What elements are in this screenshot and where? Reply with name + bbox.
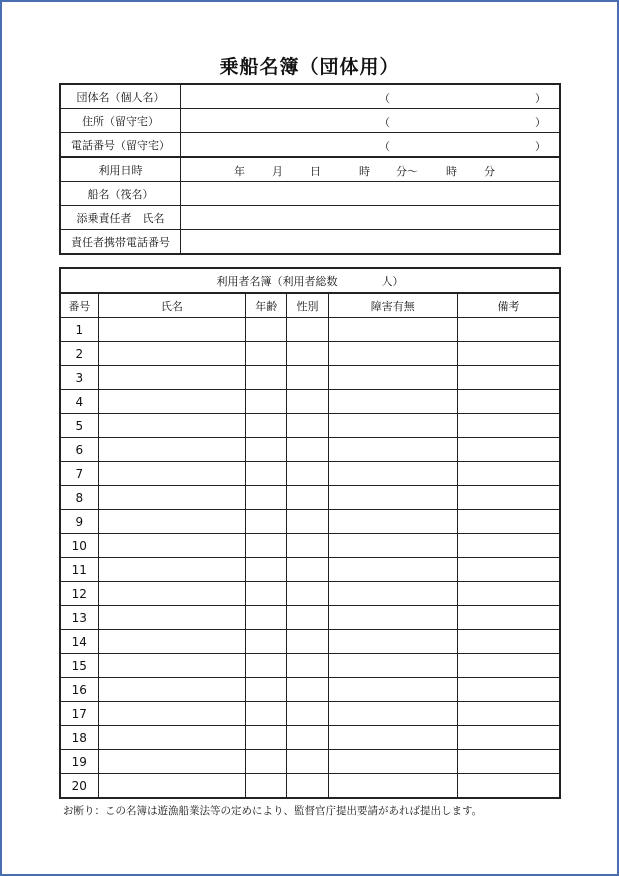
disability-cell[interactable] bbox=[328, 774, 458, 799]
remarks-cell[interactable] bbox=[458, 390, 560, 414]
remarks-cell[interactable] bbox=[458, 342, 560, 366]
paren-close: ） bbox=[534, 92, 546, 105]
age-cell[interactable] bbox=[246, 414, 287, 438]
table-row bbox=[60, 414, 560, 438]
year-unit: 年 bbox=[233, 165, 245, 178]
age-cell[interactable] bbox=[246, 630, 287, 654]
org-row bbox=[60, 84, 560, 109]
officer-phone-label: 責任者携帯電話番号 bbox=[60, 230, 180, 255]
officer-phone-field[interactable] bbox=[180, 230, 560, 255]
paren-open: （ bbox=[378, 140, 390, 153]
officer-label: 添乗責任者 氏名 bbox=[60, 206, 180, 230]
name-cell[interactable] bbox=[98, 630, 246, 654]
disability-cell[interactable] bbox=[328, 414, 458, 438]
remarks-cell[interactable] bbox=[458, 510, 560, 534]
remarks-cell[interactable] bbox=[458, 414, 560, 438]
disability-cell[interactable] bbox=[328, 390, 458, 414]
name-cell[interactable] bbox=[98, 462, 246, 486]
sex-cell[interactable] bbox=[287, 534, 328, 558]
age-cell[interactable] bbox=[246, 726, 287, 750]
table-row bbox=[60, 702, 560, 726]
name-cell[interactable] bbox=[98, 390, 246, 414]
row-number: 6 bbox=[60, 438, 98, 462]
remarks-cell[interactable] bbox=[458, 654, 560, 678]
address-label: 住所（留守宅） bbox=[60, 109, 180, 133]
header-number: 番号 bbox=[60, 293, 98, 318]
paren-open: （ bbox=[378, 116, 390, 129]
name-cell[interactable] bbox=[98, 534, 246, 558]
disability-cell[interactable] bbox=[328, 654, 458, 678]
paren-close: ） bbox=[534, 116, 546, 129]
users-caption: 利用者名簿（利用者総数 人） bbox=[60, 268, 560, 293]
date-field[interactable] bbox=[180, 157, 560, 182]
age-cell[interactable] bbox=[246, 318, 287, 342]
disability-cell[interactable] bbox=[328, 534, 458, 558]
row-number: 2 bbox=[60, 342, 98, 366]
age-cell[interactable] bbox=[246, 342, 287, 366]
age-cell[interactable] bbox=[246, 534, 287, 558]
remarks-cell[interactable] bbox=[458, 630, 560, 654]
remarks-cell[interactable] bbox=[458, 438, 560, 462]
name-cell[interactable] bbox=[98, 606, 246, 630]
sex-cell[interactable] bbox=[287, 510, 328, 534]
disability-cell[interactable] bbox=[328, 726, 458, 750]
name-cell[interactable] bbox=[98, 510, 246, 534]
table-row bbox=[60, 630, 560, 654]
header-remarks: 備考 bbox=[458, 293, 560, 318]
users-caption-row bbox=[60, 268, 560, 293]
remarks-cell[interactable] bbox=[458, 774, 560, 799]
table-row bbox=[60, 342, 560, 366]
row-number: 13 bbox=[60, 606, 98, 630]
address-field[interactable] bbox=[180, 109, 560, 133]
disability-cell[interactable] bbox=[328, 462, 458, 486]
row-number: 4 bbox=[60, 390, 98, 414]
row-number: 15 bbox=[60, 654, 98, 678]
age-cell[interactable] bbox=[246, 582, 287, 606]
row-number: 19 bbox=[60, 750, 98, 774]
table-row bbox=[60, 774, 560, 799]
table-row bbox=[60, 486, 560, 510]
sex-cell[interactable] bbox=[287, 318, 328, 342]
sex-cell[interactable] bbox=[287, 726, 328, 750]
disability-cell[interactable] bbox=[328, 366, 458, 390]
remarks-cell[interactable] bbox=[458, 606, 560, 630]
sex-cell[interactable] bbox=[287, 342, 328, 366]
disability-cell[interactable] bbox=[328, 486, 458, 510]
sex-cell[interactable] bbox=[287, 582, 328, 606]
month-unit: 月 bbox=[271, 165, 283, 178]
name-cell[interactable] bbox=[98, 582, 246, 606]
remarks-cell[interactable] bbox=[458, 750, 560, 774]
org-label: 団体名（個人名） bbox=[60, 84, 180, 109]
age-cell[interactable] bbox=[246, 558, 287, 582]
table-row bbox=[60, 390, 560, 414]
table-row bbox=[60, 558, 560, 582]
sex-cell[interactable] bbox=[287, 702, 328, 726]
users-table bbox=[59, 267, 561, 799]
disability-cell[interactable] bbox=[328, 678, 458, 702]
age-cell[interactable] bbox=[246, 366, 287, 390]
name-cell[interactable] bbox=[98, 414, 246, 438]
phone-row bbox=[60, 133, 560, 158]
age-cell[interactable] bbox=[246, 390, 287, 414]
date-row bbox=[60, 157, 560, 182]
remarks-cell[interactable] bbox=[458, 726, 560, 750]
hour2-unit: 時 bbox=[445, 165, 457, 178]
age-cell[interactable] bbox=[246, 438, 287, 462]
header-disability: 障害有無 bbox=[328, 293, 458, 318]
remarks-cell[interactable] bbox=[458, 558, 560, 582]
page-title: 乗船名簿（団体用） bbox=[219, 56, 400, 78]
name-cell[interactable] bbox=[98, 702, 246, 726]
header-age: 年齢 bbox=[246, 293, 287, 318]
name-cell[interactable] bbox=[98, 486, 246, 510]
sex-cell[interactable] bbox=[287, 390, 328, 414]
sex-cell[interactable] bbox=[287, 414, 328, 438]
sex-cell[interactable] bbox=[287, 678, 328, 702]
day-unit: 日 bbox=[309, 165, 321, 178]
footer-note: お断り：この名簿は遊漁船業法等の定めにより、監督官庁提出要請があれば提出します。 bbox=[63, 805, 483, 817]
minute2-unit: 分 bbox=[483, 165, 495, 178]
table-row bbox=[60, 510, 560, 534]
disability-cell[interactable] bbox=[328, 438, 458, 462]
table-row bbox=[60, 462, 560, 486]
disability-cell[interactable] bbox=[328, 582, 458, 606]
name-cell[interactable] bbox=[98, 774, 246, 799]
disability-cell[interactable] bbox=[328, 318, 458, 342]
name-cell[interactable] bbox=[98, 726, 246, 750]
remarks-cell[interactable] bbox=[458, 366, 560, 390]
disability-cell[interactable] bbox=[328, 606, 458, 630]
disability-cell[interactable] bbox=[328, 702, 458, 726]
row-number: 5 bbox=[60, 414, 98, 438]
row-number: 9 bbox=[60, 510, 98, 534]
officer-phone-row bbox=[60, 230, 560, 255]
row-number: 20 bbox=[60, 774, 98, 799]
row-number: 3 bbox=[60, 366, 98, 390]
age-cell[interactable] bbox=[246, 486, 287, 510]
address-row bbox=[60, 109, 560, 133]
remarks-cell[interactable] bbox=[458, 462, 560, 486]
name-cell[interactable] bbox=[98, 318, 246, 342]
ship-label: 船名（筏名） bbox=[60, 182, 180, 206]
sex-cell[interactable] bbox=[287, 606, 328, 630]
disability-cell[interactable] bbox=[328, 558, 458, 582]
age-cell[interactable] bbox=[246, 678, 287, 702]
sex-cell[interactable] bbox=[287, 438, 328, 462]
disability-cell[interactable] bbox=[328, 750, 458, 774]
sex-cell[interactable] bbox=[287, 654, 328, 678]
table-row bbox=[60, 606, 560, 630]
row-number: 7 bbox=[60, 462, 98, 486]
table-row bbox=[60, 438, 560, 462]
table-row bbox=[60, 750, 560, 774]
name-cell[interactable] bbox=[98, 750, 246, 774]
table-row bbox=[60, 582, 560, 606]
age-cell[interactable] bbox=[246, 654, 287, 678]
age-cell[interactable] bbox=[246, 750, 287, 774]
info-table bbox=[59, 83, 561, 255]
users-body bbox=[60, 318, 560, 799]
age-cell[interactable] bbox=[246, 702, 287, 726]
disability-cell[interactable] bbox=[328, 630, 458, 654]
paren-close: ） bbox=[534, 140, 546, 153]
disability-cell[interactable] bbox=[328, 510, 458, 534]
sex-cell[interactable] bbox=[287, 486, 328, 510]
age-cell[interactable] bbox=[246, 606, 287, 630]
officer-field[interactable] bbox=[180, 206, 560, 230]
table-row bbox=[60, 534, 560, 558]
row-number: 1 bbox=[60, 318, 98, 342]
org-field[interactable] bbox=[180, 84, 560, 109]
row-number: 12 bbox=[60, 582, 98, 606]
table-row bbox=[60, 678, 560, 702]
ship-field[interactable] bbox=[180, 182, 560, 206]
date-label: 利用日時 bbox=[60, 157, 180, 182]
name-cell[interactable] bbox=[98, 342, 246, 366]
remarks-cell[interactable] bbox=[458, 678, 560, 702]
name-cell[interactable] bbox=[98, 366, 246, 390]
row-number: 17 bbox=[60, 702, 98, 726]
remarks-cell[interactable] bbox=[458, 582, 560, 606]
disability-cell[interactable] bbox=[328, 342, 458, 366]
sex-cell[interactable] bbox=[287, 366, 328, 390]
sex-cell[interactable] bbox=[287, 462, 328, 486]
hour-unit: 時 bbox=[358, 165, 370, 178]
table-row bbox=[60, 726, 560, 750]
remarks-cell[interactable] bbox=[458, 486, 560, 510]
row-number: 16 bbox=[60, 678, 98, 702]
minute-to-unit: 分～ bbox=[395, 165, 418, 178]
users-header-row bbox=[60, 293, 560, 318]
table-row bbox=[60, 318, 560, 342]
name-cell[interactable] bbox=[98, 654, 246, 678]
header-sex: 性別 bbox=[287, 293, 328, 318]
paren-open: （ bbox=[378, 92, 390, 105]
name-cell[interactable] bbox=[98, 558, 246, 582]
remarks-cell[interactable] bbox=[458, 534, 560, 558]
age-cell[interactable] bbox=[246, 462, 287, 486]
header-name: 氏名 bbox=[98, 293, 246, 318]
sex-cell[interactable] bbox=[287, 750, 328, 774]
age-cell[interactable] bbox=[246, 774, 287, 799]
remarks-cell[interactable] bbox=[458, 702, 560, 726]
row-number: 10 bbox=[60, 534, 98, 558]
sex-cell[interactable] bbox=[287, 774, 328, 799]
name-cell[interactable] bbox=[98, 678, 246, 702]
row-number: 11 bbox=[60, 558, 98, 582]
table-row bbox=[60, 366, 560, 390]
officer-row bbox=[60, 206, 560, 230]
name-cell[interactable] bbox=[98, 438, 246, 462]
row-number: 8 bbox=[60, 486, 98, 510]
row-number: 14 bbox=[60, 630, 98, 654]
age-cell[interactable] bbox=[246, 510, 287, 534]
sex-cell[interactable] bbox=[287, 558, 328, 582]
phone-field[interactable] bbox=[180, 133, 560, 158]
sex-cell[interactable] bbox=[287, 630, 328, 654]
ship-row bbox=[60, 182, 560, 206]
table-row bbox=[60, 654, 560, 678]
phone-label: 電話番号（留守宅） bbox=[60, 133, 180, 158]
row-number: 18 bbox=[60, 726, 98, 750]
remarks-cell[interactable] bbox=[458, 318, 560, 342]
